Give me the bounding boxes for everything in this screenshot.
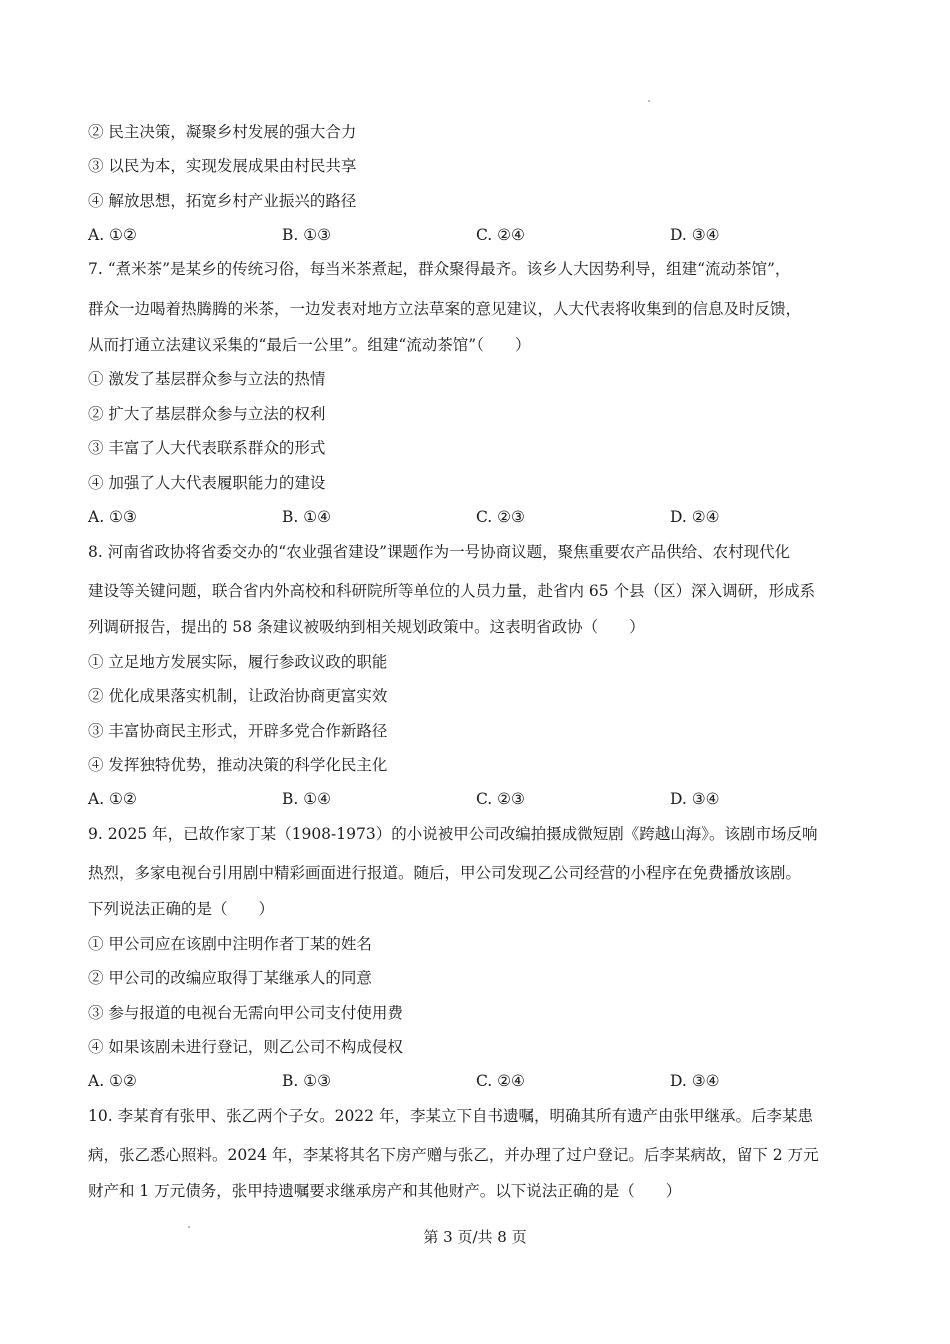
q8-stem-line-2: 建设等关键问题，联合省内外高校和科研院所等单位的人员力量，赴省内 65 个县（区）深入调研，形成系	[88, 582, 816, 600]
q8-item-4: ④ 发挥独特优势，推动决策的科学化民主化	[88, 756, 388, 774]
q6-item-4: ④ 解放思想，拓宽乡村产业振兴的路径	[88, 192, 357, 210]
q10-stem-line-2: 病，张乙悉心照料。2024 年，李某将其名下房产赠与张乙，并办理了过户登记。后李某病故，留下 2 万元	[88, 1146, 819, 1164]
q9-item-2: ② 甲公司的改编应取得丁某继承人的同意	[88, 969, 372, 987]
q9-option-a: A. ①②	[88, 1072, 137, 1090]
q9-option-c: C. ②④	[476, 1072, 525, 1090]
q6-option-b: B. ①③	[282, 226, 332, 244]
q8-item-2: ② 优化成果落实机制，让政治协商更富实效	[88, 687, 388, 705]
q7-option-b: B. ①④	[282, 508, 332, 526]
q7-item-4: ④ 加强了人大代表履职能力的建设	[88, 474, 326, 492]
q8-option-a: A. ①②	[88, 790, 137, 808]
page-number: 第 3 页/共 8 页	[423, 1228, 527, 1246]
q9-options	[88, 1070, 868, 1092]
q8-stem-line-1: 8. 河南省政协将省委交办的“农业强省建设”课题作为一号协商议题，聚焦重要农产品供给、农村现代化	[88, 543, 791, 561]
q8-option-c: C. ②③	[476, 790, 525, 808]
q7-option-d: D. ②④	[670, 508, 720, 526]
q9-item-4: ④ 如果该剧未进行登记，则乙公司不构成侵权	[88, 1038, 403, 1056]
q9-item-1: ① 甲公司应在该剧中注明作者丁某的姓名	[88, 935, 372, 953]
q10-stem-line-1: 10. 李某育有张甲、张乙两个子女。2022 年，李某立下自书遗嘱，明确其所有遗产由张甲继承。后李某患	[88, 1107, 813, 1125]
q6-item-2: ② 民主决策，凝聚乡村发展的强大合力	[88, 123, 357, 141]
q9-item-3: ③ 参与报道的电视台无需向甲公司支付使用费	[88, 1004, 403, 1022]
q6-option-d: D. ③④	[670, 226, 720, 244]
q10-stem-line-3: 财产和 1 万元债务，张甲持遗嘱要求继承房产和其他财产。以下说法正确的是（ ）	[88, 1182, 682, 1200]
q8-option-b: B. ①④	[282, 790, 332, 808]
q6-option-c: C. ②④	[476, 226, 525, 244]
q9-option-b: B. ①③	[282, 1072, 332, 1090]
scan-speck	[648, 100, 650, 102]
q8-item-3: ③ 丰富协商民主形式，开辟多党合作新路径	[88, 722, 388, 740]
q7-stem-line-1: 7. “煮米茶”是某乡的传统习俗，每当米茶煮起，群众聚得最齐。该乡人大因势利导，组建“流动茶馆”，	[88, 260, 791, 278]
q9-option-d: D. ③④	[670, 1072, 720, 1090]
q6-item-3: ③ 以民为本，实现发展成果由村民共享	[88, 157, 357, 175]
q9-stem-line-1: 9. 2025 年，已故作家丁某（1908-1973）的小说被甲公司改编拍摄成微短剧《跨越山海》。该剧市场反响	[88, 825, 818, 843]
q7-stem-line-2: 群众一边喝着热腾腾的米茶，一边发表对地方立法草案的意见建议，人大代表将收集到的信息及时反馈，	[88, 300, 802, 318]
q8-option-d: D. ③④	[670, 790, 720, 808]
q7-stem-line-3: 从而打通立法建议采集的“最后一公里”。组建“流动茶馆”（ ）	[88, 336, 531, 354]
q8-item-1: ① 立足地方发展实际，履行参政议政的职能	[88, 653, 388, 671]
q7-options	[88, 506, 868, 528]
q8-stem-line-3: 列调研报告，提出的 58 条建议被吸纳到相关规划政策中。这表明省政协（ ）	[88, 618, 645, 636]
q7-item-2: ② 扩大了基层群众参与立法的权利	[88, 405, 326, 423]
q8-options	[88, 788, 868, 810]
q6-options	[88, 224, 868, 246]
q7-item-1: ① 激发了基层群众参与立法的热情	[88, 370, 326, 388]
q6-option-a: A. ①②	[88, 226, 137, 244]
q7-option-c: C. ②③	[476, 508, 525, 526]
q9-stem-line-3: 下列说法正确的是（ ）	[88, 900, 275, 918]
q9-stem-line-2: 热烈，多家电视台引用剧中精彩画面进行报道。随后，甲公司发现乙公司经营的小程序在免费播放该剧。	[88, 864, 802, 882]
q7-item-3: ③ 丰富了人大代表联系群众的形式	[88, 439, 326, 457]
q7-option-a: A. ①③	[88, 508, 137, 526]
